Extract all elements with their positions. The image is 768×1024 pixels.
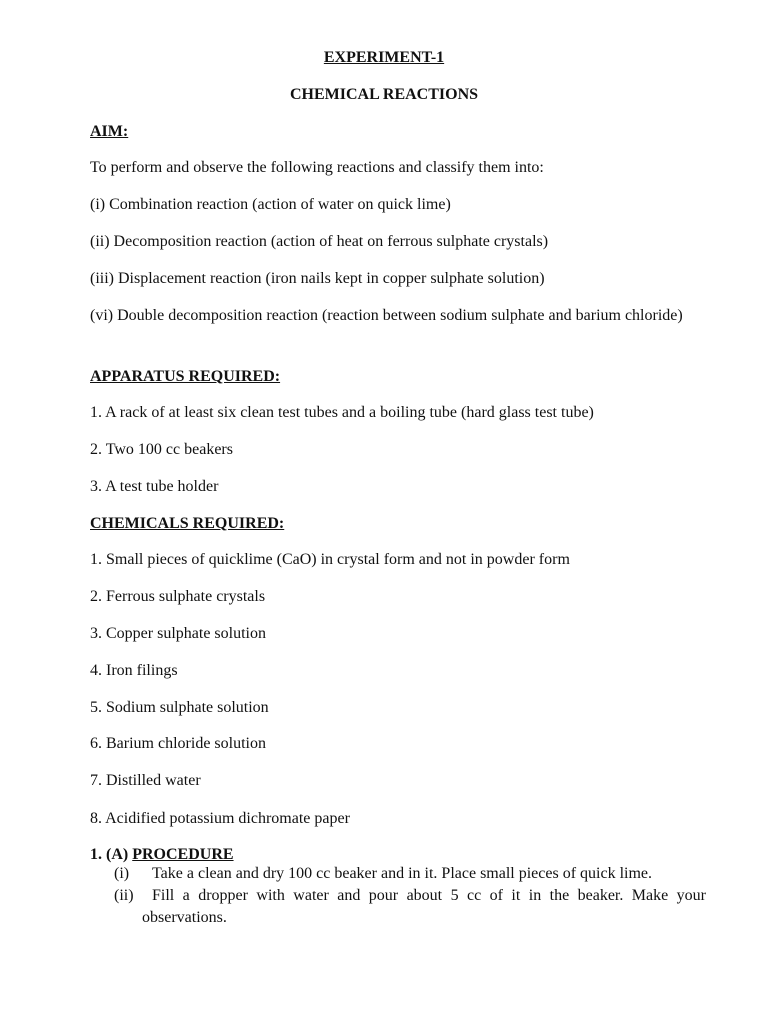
chemical-item: 3. Copper sulphate solution (90, 625, 266, 642)
chemical-item: 5. Sodium sulphate solution (90, 699, 269, 716)
apparatus-item: 3. A test tube holder (90, 478, 219, 495)
aim-item: (vi) Double decomposition reaction (reaction between sodium sulphate and barium chloride) (90, 307, 683, 324)
procedure-step-text: Take a clean and dry 100 cc beaker and in it. Place small pieces of quick lime. (152, 865, 653, 882)
chemical-item: 8. Acidified potassium dichromate paper (90, 810, 350, 827)
aim-item: (i) Combination reaction (action of water on quick lime) (90, 196, 451, 213)
procedure-heading: PROCEDURE (132, 846, 234, 863)
procedure-prefix: 1. (A) (90, 846, 133, 863)
procedure-step-number: (i) (114, 865, 130, 882)
chemical-item: 2. Ferrous sulphate crystals (90, 588, 266, 605)
chemical-item: 7. Distilled water (90, 772, 201, 789)
apparatus-heading: APPARATUS REQUIRED: (90, 368, 281, 385)
procedure-step-number: (ii) (114, 887, 134, 904)
aim-intro: To perform and observe the following reactions and classify them into: (90, 159, 544, 176)
procedure-step-text: Fill a dropper with water and pour about 5 cc of it in the beaker. Make your observations. (142, 887, 706, 926)
chemical-item: 6. Barium chloride solution (90, 735, 266, 752)
chemicals-heading: CHEMICALS REQUIRED: (90, 515, 285, 532)
aim-heading: AIM: (90, 123, 129, 140)
apparatus-item: 1. A rack of at least six clean test tubes and a boiling tube (hard glass test tube) (90, 404, 594, 421)
procedure-step (0, 885, 768, 929)
chemical-item: 4. Iron filings (90, 662, 178, 679)
apparatus-item: 2. Two 100 cc beakers (90, 441, 233, 458)
experiment-title: EXPERIMENT-1 (323, 49, 445, 66)
aim-item: (ii) Decomposition reaction (action of heat on ferrous sulphate crystals) (90, 233, 549, 250)
experiment-subtitle: CHEMICAL REACTIONS (289, 86, 479, 103)
procedure-step (0, 863, 768, 885)
chemical-item: 1. Small pieces of quicklime (CaO) in crystal form and not in powder form (90, 551, 570, 568)
aim-item: (iii) Displacement reaction (iron nails kept in copper sulphate solution) (90, 270, 545, 287)
